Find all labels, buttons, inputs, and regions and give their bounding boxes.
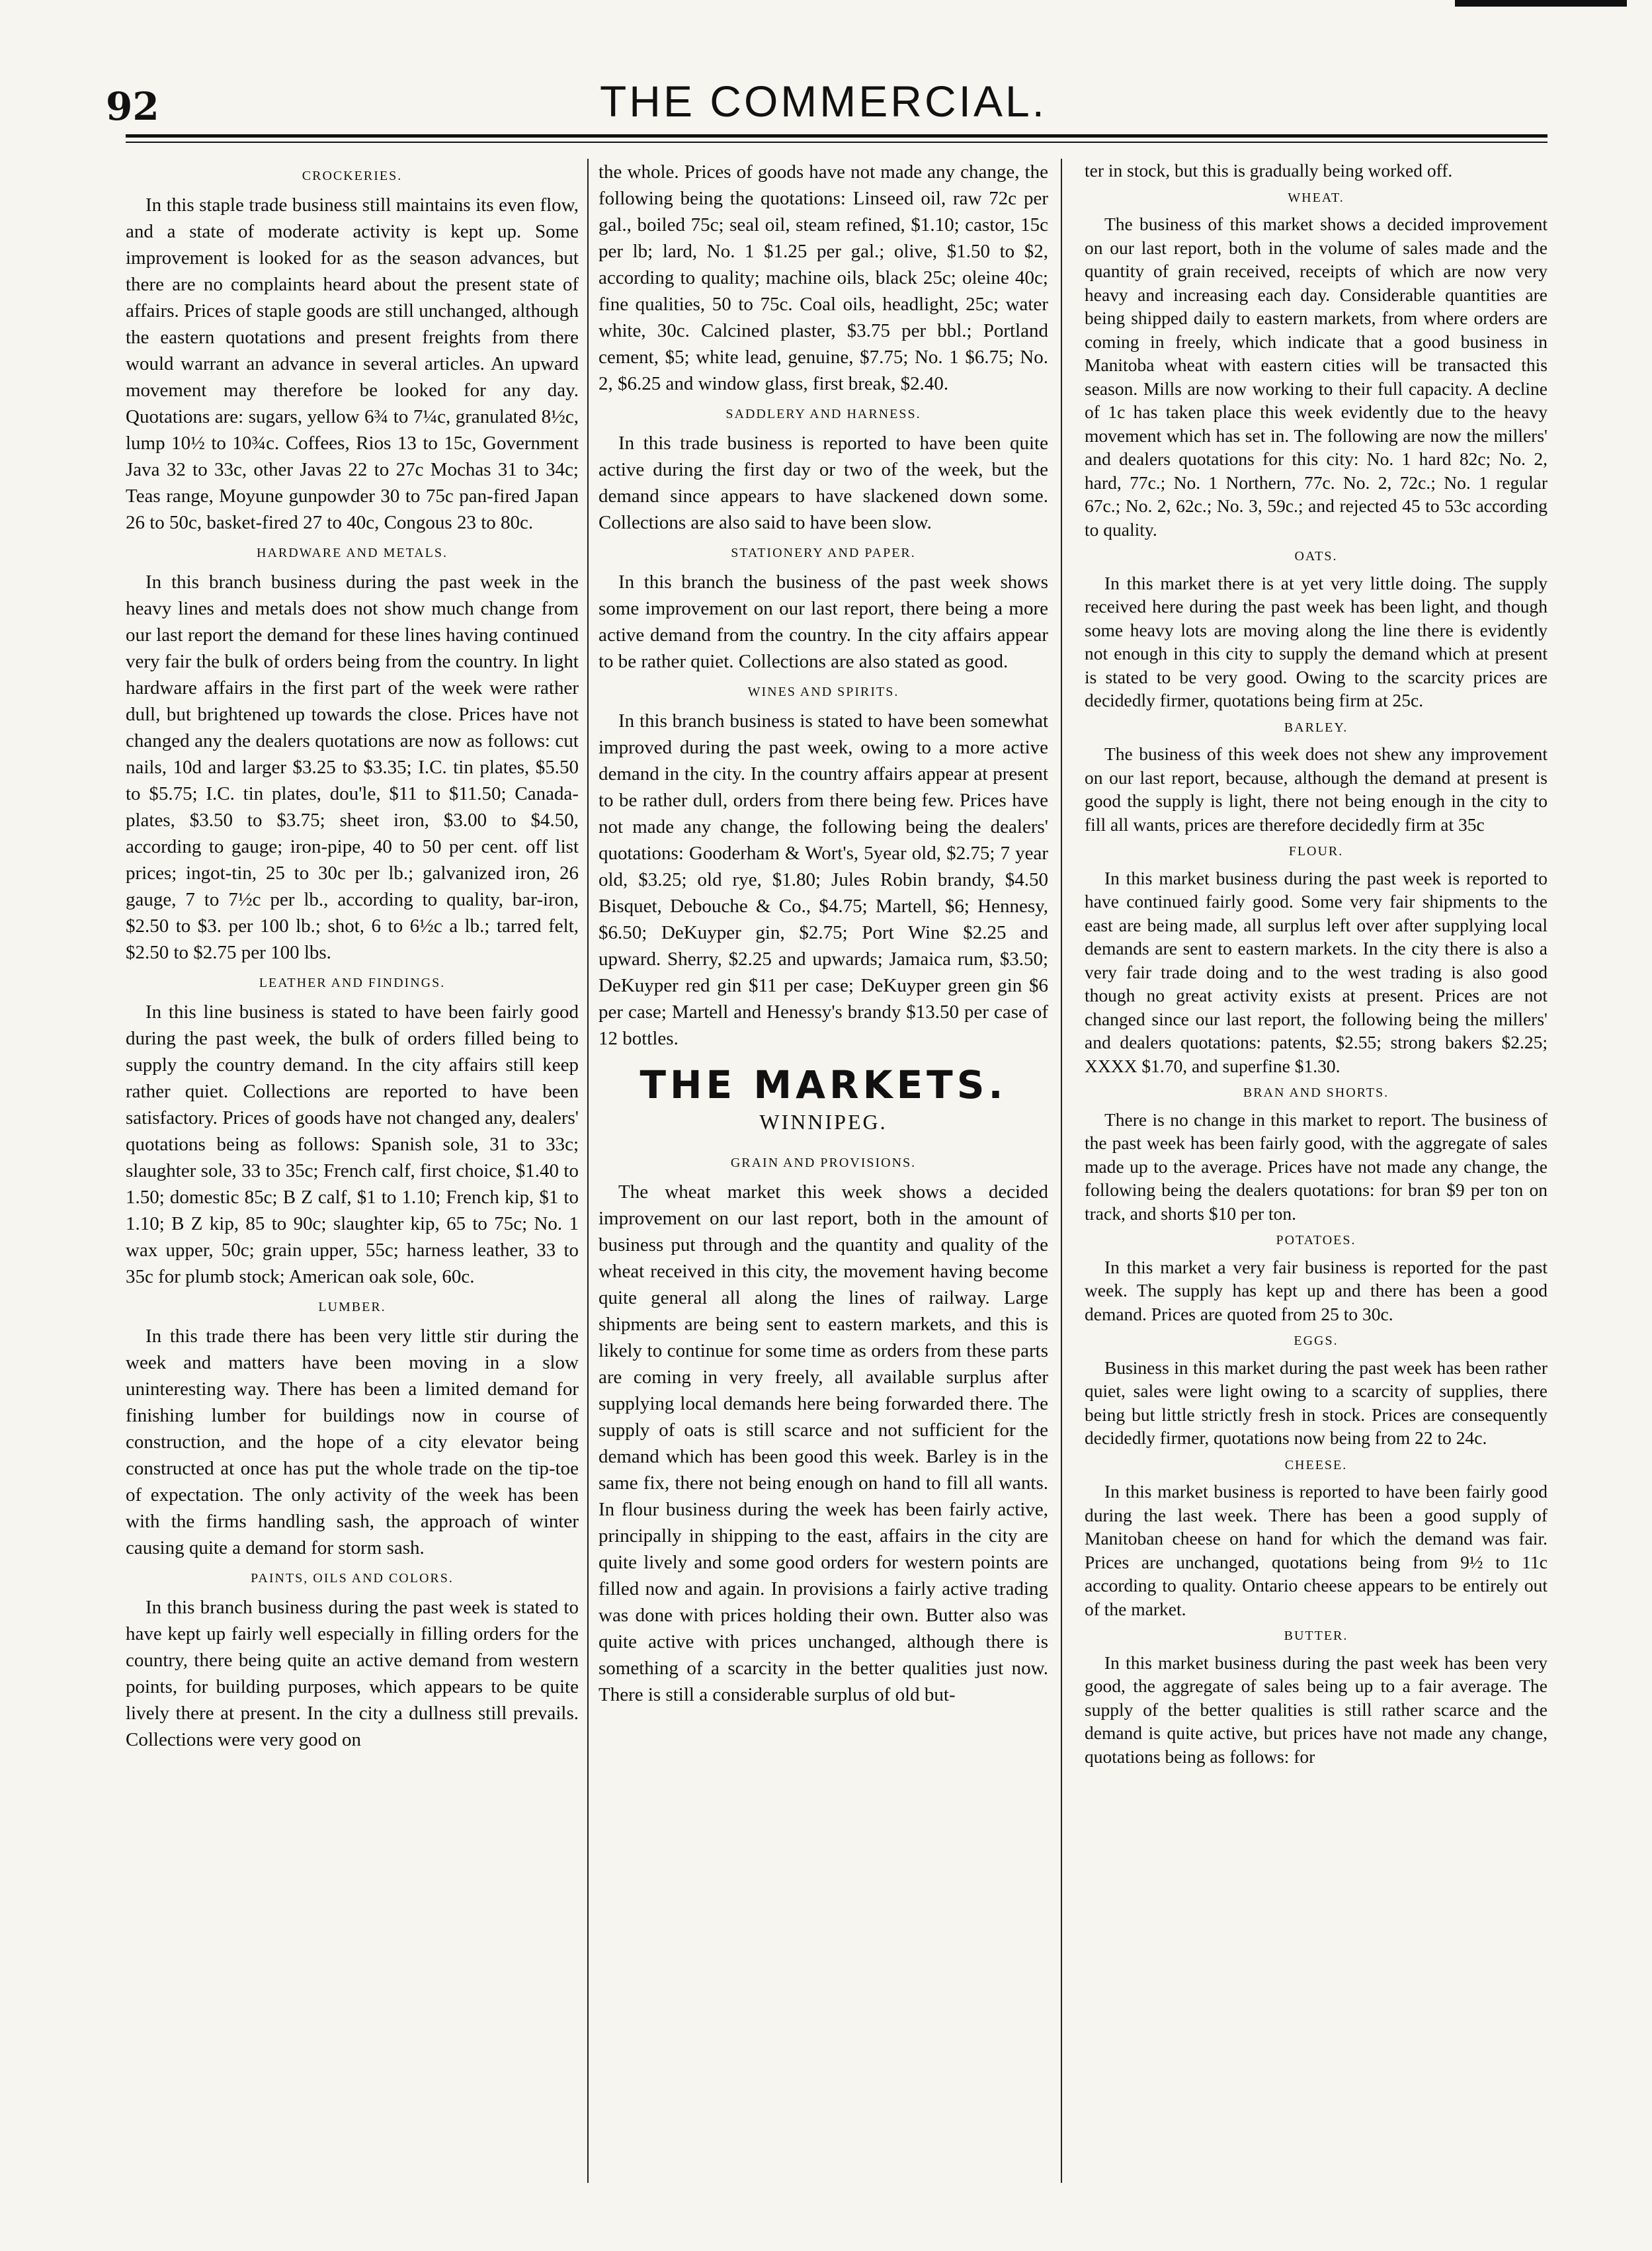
article-paragraph: The business of this market shows a decided improvement on our last report, both in the volume of sales made and the quantity of grain received, receipts of which are now very heavy and increasing each day. Considerable quantities are being shipped daily to eastern markets, from where orders are coming in freely, which indicate that a good business in Manitoba wheat with eastern cities will be transacted this season. Mills are now working to their full capacity. A decline of 1c has taken place this week evidently due to the heavy movement which has set in. The following are now the millers' and dealers quotations for this city: No. 1 hard 82c; No. 2, hard, 77c.; No. 1 Northern, 77c. No. 2, 72c.; No. 1 regular 67c.; No. 2, 62c.; No. 3, 59c.; and rejected 45 to 53c according to quality.: [1085, 214, 1548, 540]
article-paragraph: In this market a very fair business is reported for the past week. The supply has kept up and there has been a good demand. Prices are quoted from 25 to 30c.: [1085, 1256, 1548, 1324]
section-heading: EGGS.: [1294, 1334, 1339, 1348]
section-heading: POTATOES.: [1276, 1233, 1356, 1248]
section-heading: STATIONERY AND PAPER.: [731, 546, 916, 560]
top-edge-bar: [1455, 0, 1627, 7]
section-heading: WINES AND SPIRITS.: [747, 685, 899, 699]
markets-city: WINNIPEG.: [759, 1110, 888, 1134]
section-heading: OATS.: [1294, 549, 1338, 564]
article-paragraph: In this branch business during the past week is stated to have kept up fairly well especially in filling orders for the country, there being quite an active demand from western points, for building purposes, which appears to be quite lively there at present. In the city a dullness still prevails. Collections were very good on: [126, 1597, 579, 1750]
article-paragraph: Business in this market during the past week has been rather quiet, sales were light owing to a scarcity of supplies, there being but little strictly fresh in stock. Prices are consequently decidedly firmer, quotations now being from 22 to 24c.: [1085, 1357, 1548, 1448]
article-paragraph: In this branch the business of the past week shows some improvement on our last report, there being a more active demand from the country. In the city affairs appear to be rather quiet. Collections are also stated as good.: [599, 572, 1048, 672]
section-heading: PAINTS, OILS AND COLORS.: [251, 1571, 454, 1586]
section-heading: CHEESE.: [1284, 1457, 1348, 1472]
article-paragraph: In this market business is reported to have been fairly good during the last week. There has been a good supply of Manitoban cheese on hand for which the demand was fair. Prices are unchanged, quotations being from 9½ to 11c according to quality. Ontario cheese appears to be entirely out of the market.: [1085, 1481, 1548, 1619]
section-heading: GRAIN AND PROVISIONS.: [730, 1156, 917, 1170]
header-rule-thick: [126, 134, 1548, 138]
article-paragraph: In this trade there has been very little stir during the week and matters have been moving in a slow uninteresting way. There has been a limited demand for finishing lumber for buildings now in course of construction, and the hope of a city elevator being constructed at once has put the whole trade on the tip-toe of expectation. The only activity of the week has been with the firms handling sash, the approach of winter causing quite a demand for storm sash.: [126, 1326, 579, 1558]
page-number: 92: [106, 84, 159, 129]
article-paragraph: In this trade business is reported to have been quite active during the first day or two of the week, but the demand since appears to have slackened down some. Collections are also said to have been slow.: [599, 433, 1048, 533]
section-heading: CROCKERIES.: [302, 169, 403, 183]
article-paragraph: There is no change in this market to report. The business of the past week has been fairly good, with the aggregate of sales made up to the average. Prices have not made any change, the following being the dealers quotations: for bran $9 per ton on track, and shorts $10 per ton.: [1085, 1109, 1548, 1224]
section-heading: LUMBER.: [318, 1300, 386, 1314]
article-paragraph: The business of this week does not shew any improvement on our last report, because, although the demand at present is good the supply is light, there not being enough in the city to fill all wants, prices are therefore decidedly firm at 35c: [1085, 743, 1548, 835]
section-heading: BRAN AND SHORTS.: [1243, 1085, 1389, 1100]
section-heading: BARLEY.: [1284, 720, 1348, 735]
column-divider: [587, 159, 589, 2183]
section-heading: FLOUR.: [1288, 844, 1344, 859]
article-paragraph: In this staple trade business still maintains its even flow, and a state of moderate activity is kept up. Some improvement is looked for as the season advances, but there are no complaints heard about the present state of affairs. Prices of staple goods are still unchanged, although the eastern quotations and present freights from there would warrant an advance in several articles. An upward movement may therefore be looked for any day. Quotations are: sugars, yellow 6¾ to 7¼c, granulated 8½c, lump 10½ to 10¾c. Coffees, Rios 13 to 15c, Government Java 32 to 33c, other Javas 22 to 27c Mochas 31 to 34c; Teas range, Moyune gunpowder 30 to 75c pan-fired Japan 26 to 50c, basket-fired 27 to 40c, Congous 23 to 80c.: [126, 194, 579, 533]
header-rule-thin: [126, 142, 1548, 143]
article-paragraph: In this market business during the past week is reported to have continued fairly good. Some very fair shipments to the east are being made, all surplus left over after supplying local demands are sent to eastern markets. In the city there is also a very fair trade doing and to the west trading is also good though no great activity exists at present. Prices are not changed since our last report, the following being the millers' and dealers quotations: patents, $2.55; strong bakers $2.25; XXXX $1.70, and superfine $1.30.: [1085, 867, 1548, 1076]
article-paragraph: In this branch business during the past week in the heavy lines and metals does not show much change from our last report the demand for these lines having continued very fair the bulk of orders being from the country. In light hardware affairs in the first part of the week were rather dull, but brightened up towards the close. Prices have not changed any the dealers quotations are now as follows: cut nails, 10d and larger $3.25 to $3.35; I.C. tin plates, $5.50 to $5.75; I.C. tin plates, dou'le, $11 to $11.50; Canada-plates, $3.50 to $3.75; sheet iron, $3.00 to $4.50, according to gauge; iron-pipe, 40 to 50 per cent. off list prices; ingot-tin, 25 to 30c per lb.; galvanized iron, 26 gauge, 7 to 7½c per lb., according to quality, bar-iron, $2.50 to $3. per 100 lb.; shot, 6 to 6½c a lb.; tarred felt, $2.50 to $2.75 per 100 lbs.: [126, 572, 579, 963]
column-3: [1085, 159, 1548, 2203]
article-paragraph: In this market business during the past week has been very good, the aggregate of sales being up to a fair average. The supply of the better qualities is still rather scarce and the demand is quite active, but prices have not made any change, quotations being as follows: for: [1085, 1652, 1548, 1767]
article-paragraph: the whole. Prices of goods have not made any change, the following being the quotations: Linseed oil, raw 72c per gal., boiled 75c; seal oil, steam refined, $1.10; castor, 15c per lb; lard, No. 1 $1.25 per gal.; olive, $1.50 to $2, according to quality; machine oils, black 25c; oleine 40c; fine qualities, 50 to 75c. Coal oils, headlight, 25c; water white, 30c. Calcined plaster, $3.75 per bbl.; Portland cement, $5; white lead, genuine, $7.75; No. 1 $6.75; No. 2, $6.25 and window glass, first break, $2.40.: [599, 161, 1048, 394]
page-header: [99, 76, 1548, 129]
masthead-title: THE COMMERCIAL.: [599, 77, 1048, 126]
article-paragraph: ter in stock, but this is gradually being worked off.: [1085, 160, 1453, 181]
article-paragraph: In this line business is stated to have been fairly good during the past week, the bulk of orders filled being to supply the country demand. In the city affairs still keep rather quiet. Collections are reported to have been satisfactory. Prices of goods have not changed any, dealers' quotations being as follows: Spanish sole, 31 to 33c; slaughter sole, 33 to 35c; French calf, first choice, $1.40 to 1.50; domestic 85c; B Z calf, $1 to 1.10; French kip, $1 to 1.10; B Z kip, 85 to 90c; slaughter kip, 65 to 75c; No. 1 wax upper, 50c; grain upper, 55c; harness leather, 33 to 35c for plumb stock; American oak sole, 60c.: [126, 1001, 579, 1287]
section-heading: HARDWARE AND METALS.: [257, 546, 448, 560]
column-divider: [1061, 159, 1062, 2183]
article-paragraph: The wheat market this week shows a decided improvement on our last report, both in the amount of business put through and the quantity and quality of the wheat received in this city, the movement having become quite general all along the lines of railway. Large shipments are being sent to eastern markets, and this is likely to continue for some time as orders from these parts are coming in very freely, all available surplus after supplying local demands here being forwarded there. The supply of oats is still scarce and not sufficient for the demand which has been good this week. Barley is in the same fix, there not being enough on hand to fill all wants. In flour business during the week has been fairly active, principally in shipping to the east, affairs in the city are quite lively and some good orders for western points are filled now and again. In provisions a fairly active trading was done with prices holding their own. Butter also was quite active with prices unchanged, although there is something of a scarcity in the better qualities just now. There is still a considerable surplus of old but-: [599, 1181, 1048, 1705]
column-2: [599, 159, 1048, 2203]
section-heading: SADDLERY AND HARNESS.: [725, 407, 921, 421]
column-1: [126, 159, 579, 2203]
article-paragraph: In this market there is at yet very little doing. The supply received here during the past week has been light, and though some heavy lots are moving along the line there is evidently not enough in this city to supply the demand which at present is stated to be very good. Owing to the scarcity prices are decidedly firmer, quotations being firm at 25c.: [1085, 572, 1548, 710]
article-paragraph: In this branch business is stated to have been somewhat improved during the past week, owing to a more active demand in the city. In the country affairs appear at present to be rather dull, orders from there being few. Prices have not made any change, the following being the dealers' quotations: Gooderham & Wort's, 5year old, $2.75; 7 year old, $3.25; old rye, $1.80; Jules Robin brandy, $4.50 Bisquet, Debouche & Co., $4.75; Martell, $6; Hennesy, $6.50; DeKuyper gin, $2.75; Port Wine $2.25 and upward. Sherry, $2.25 and upwards; Jamaica rum, $3.50; DeKuyper red gin $11 per case; DeKuyper green gin $6 per case; Martell and Henessy's brandy $13.50 per case of 12 bottles.: [599, 710, 1048, 1049]
section-heading: WHEAT.: [1288, 190, 1344, 205]
markets-title: THE MARKETS.: [640, 1062, 1007, 1107]
section-heading: BUTTER.: [1284, 1629, 1348, 1643]
section-heading: LEATHER AND FINDINGS.: [259, 976, 446, 990]
